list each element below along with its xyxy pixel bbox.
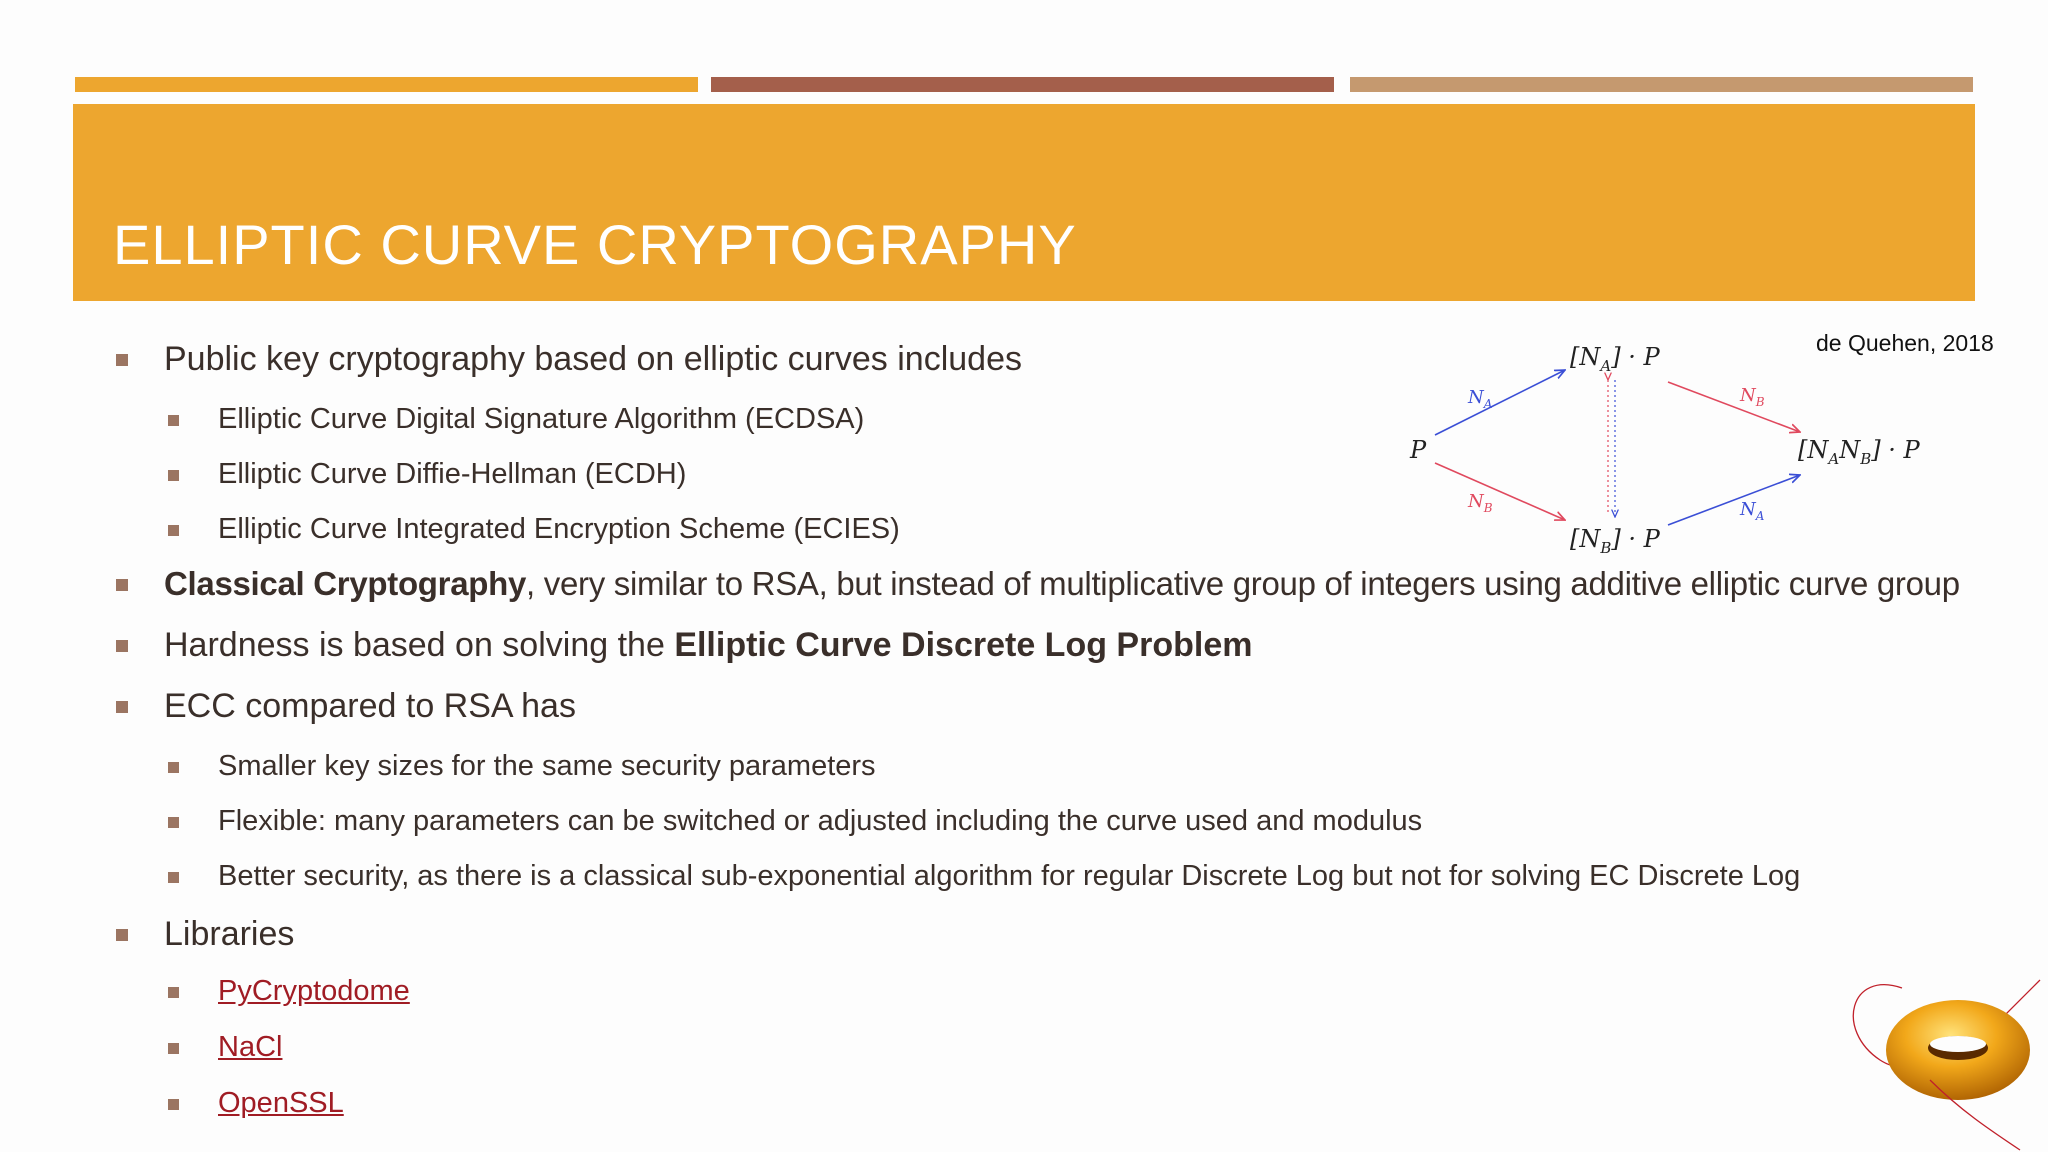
accent-bar-orange <box>75 77 698 92</box>
link-openssl[interactable]: OpenSSL <box>218 1087 344 1119</box>
edge-label-nb-bottom: $N_B$ <box>1468 491 1493 515</box>
slide-title: ELLIPTIC CURVE CRYPTOGRAPHY <box>113 213 1077 276</box>
title-band <box>73 104 1975 301</box>
sub-bullet-nacl <box>218 1031 282 1064</box>
node-nanb-p: $[N_AN_B] \cdot P$ <box>1798 436 1920 468</box>
citation: de Quehen, 2018 <box>1816 330 1994 356</box>
sub-bullet-ecies: Elliptic Curve Integrated Encryption Scheme (ECIES) <box>218 513 900 545</box>
sub-bullet-security: Better security, as there is a classical sub-exponential algorithm for regular Discrete Log but not for solving EC Discrete Log <box>218 860 1801 892</box>
torus-hole-highlight <box>1930 1036 1986 1052</box>
bullet-hardness <box>164 626 1252 665</box>
hardness-text: Hardness is based on solving the <box>164 626 675 664</box>
sub-bullet-openssl <box>218 1087 344 1120</box>
node-na-p: $[N_A] \cdot P$ <box>1570 343 1660 375</box>
bullet-classical <box>164 565 1960 603</box>
classical-bold: Classical Cryptography <box>164 565 527 602</box>
arrow-nb-to-nanb <box>1668 475 1800 525</box>
link-nacl[interactable]: NaCl <box>218 1031 283 1063</box>
accent-bar-tan <box>1350 77 1973 92</box>
accent-bar-brown <box>711 77 1334 92</box>
edge-label-nb-top: $N_B$ <box>1740 385 1765 409</box>
sub-bullet-pycryptodome <box>218 975 410 1008</box>
sub-bullet-flexible: Flexible: many parameters can be switched or adjusted including the curve used and modulus <box>218 805 1423 837</box>
bullet-ecc-vs-rsa: ECC compared to RSA has <box>164 687 576 725</box>
classical-rest: , very similar to RSA, but instead of multiplicative group of integers using additive elliptic curve group <box>526 565 1960 602</box>
sub-bullet-ecdsa: Elliptic Curve Digital Signature Algorithm (ECDSA) <box>218 403 865 435</box>
arrow-p-to-na <box>1435 370 1565 435</box>
node-p: P <box>1410 436 1427 464</box>
arrow-p-to-nb <box>1435 463 1565 520</box>
torus-illustration <box>1840 970 2048 1152</box>
bullet-public-key: Public key cryptography based on elliptic curves includes <box>164 340 1023 378</box>
edge-label-na-bottom: $N_A$ <box>1740 499 1765 523</box>
hardness-bold: Elliptic Curve Discrete Log Problem <box>674 626 1253 664</box>
edge-label-na-top: $N_A$ <box>1468 387 1493 411</box>
bullet-libraries: Libraries <box>164 915 295 953</box>
link-pycryptodome[interactable]: PyCryptodome <box>218 975 410 1007</box>
sub-bullet-ecdh: Elliptic Curve Diffie-Hellman (ECDH) <box>218 458 687 490</box>
sub-bullet-key-sizes: Smaller key sizes for the same security parameters <box>218 750 876 782</box>
ecdh-diagram <box>1390 335 1930 565</box>
arrow-na-to-nanb <box>1668 382 1800 432</box>
node-nb-p: $[N_B] \cdot P$ <box>1570 525 1660 557</box>
